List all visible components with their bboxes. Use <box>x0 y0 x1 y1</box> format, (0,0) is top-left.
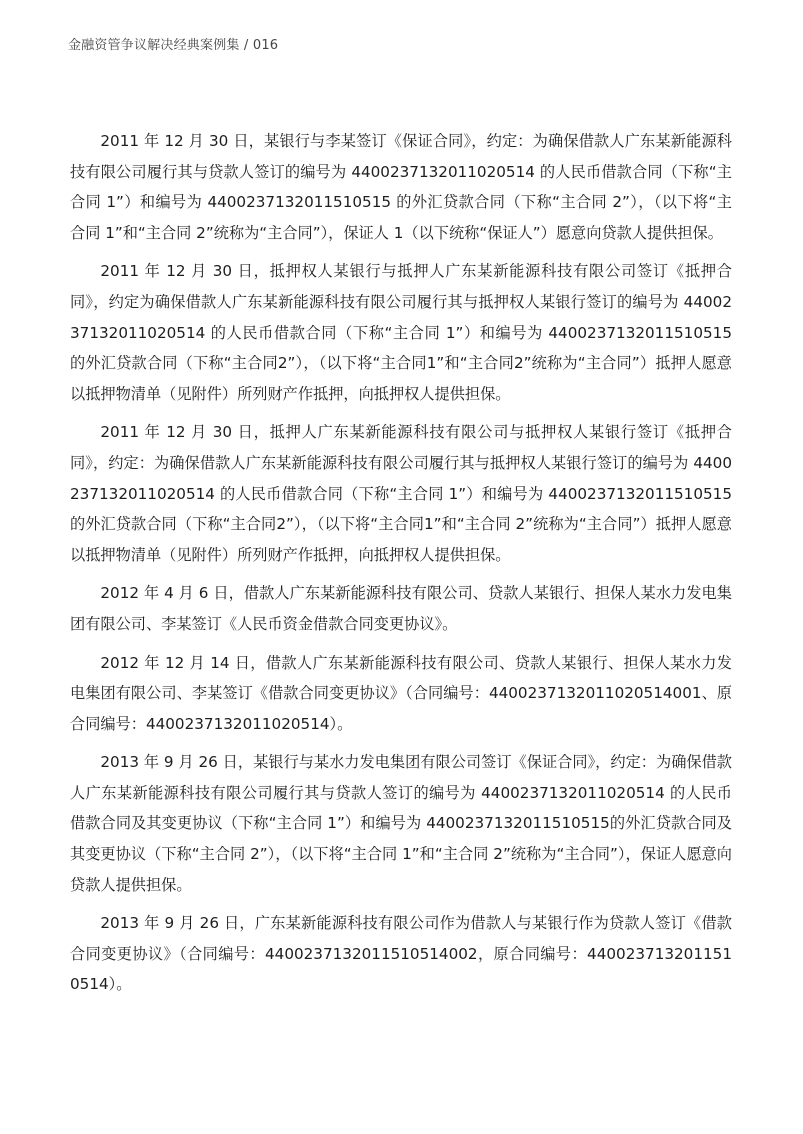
document-body <box>70 126 732 1008</box>
paragraph-loan-amendment-2012-12: 2012 年 12 月 14 日，借款人广东某新能源科技有限公司、贷款人某银行、担保人某水力发电集团有限公司、李某签订《借款合同变更协议》（合同编号：4400237132011020514001、原合同编号：4400237132011020514）。 <box>70 653 732 733</box>
paragraph-loan-amendment-2013: 2013 年 9 月 26 日，广东某新能源科技有限公司作为借款人与某银行作为贷款人签订《借款合同变更协议》（合同编号：4400237132011510514002，原合同编号：4400237132011510514）。 <box>70 914 732 994</box>
paragraph-mortgage-contract-2011-a: 2011 年 12 月 30 日，抵押权人某银行与抵押人广东某新能源科技有限公司签订《抵押合同》，约定为确保借款人广东某新能源科技有限公司履行其与抵押权人某银行签订的编号为 4400237132011020514 的人民币借款合同（下称“主合同 1”）和编号为 4400237132011510515的外汇贷款合同（下称“主合同2”），（以下将“主合同1”和“主合同2”统称为“主合同”）抵押人愿意以抵押物清单（见附件）所列财产作抵押，向抵押权人提供担保。 <box>70 262 732 403</box>
paragraph-rmb-loan-amendment-2012: 2012 年 4 月 6 日，借款人广东某新能源科技有限公司、贷款人某银行、担保人某水力发电集团有限公司、李某签订《人民币资金借款合同变更协议》。 <box>70 584 732 633</box>
paragraph-guarantee-contract-2013: 2013 年 9 月 26 日，某银行与某水力发电集团有限公司签订《保证合同》，约定：为确保借款人广东某新能源科技有限公司履行其与贷款人签订的编号为 4400237132011020514 的人民币借款合同及其变更协议（下称“主合同 1”）和编号为 4400237132011510515的外汇贷款合同及其变更协议（下称“主合同 2”），（以下将“主合同 1”和“主合同 2”统称为“主合同”），保证人愿意向贷款人提供担保。 <box>70 753 732 894</box>
paragraph-guarantee-contract-2011: 2011 年 12 月 30 日，某银行与李某签订《保证合同》，约定：为确保借款人广东某新能源科技有限公司履行其与贷款人签订的编号为 4400237132011020514 的人民币借款合同（下称“主合同 1”）和编号为 4400237132011510515 的外汇贷款合同（下称“主合同 2”），（以下将“主合同 1”和“主合同 2”统称为“主合同”），保证人 1（以下统称“保证人”）愿意向贷款人提供担保。 <box>70 132 732 242</box>
page-header: 金融资管争议解决经典案例集 / 016 <box>68 38 279 53</box>
paragraph-mortgage-contract-2011-b: 2011 年 12 月 30 日，抵押人广东某新能源科技有限公司与抵押权人某银行签订《抵押合同》，约定：为确保借款人广东某新能源科技有限公司履行其与抵押权人某银行签订的编号为 4400237132011020514 的人民币借款合同（下称“主合同 1”）和编号为 4400237132011510515的外汇贷款合同（下称“主合同2”），（以下将“主合同1”和“主合同 2”统称为“主合同”）抵押人愿意以抵押物清单（见附件）所列财产作抵押，向抵押权人提供担保。 <box>70 423 732 564</box>
